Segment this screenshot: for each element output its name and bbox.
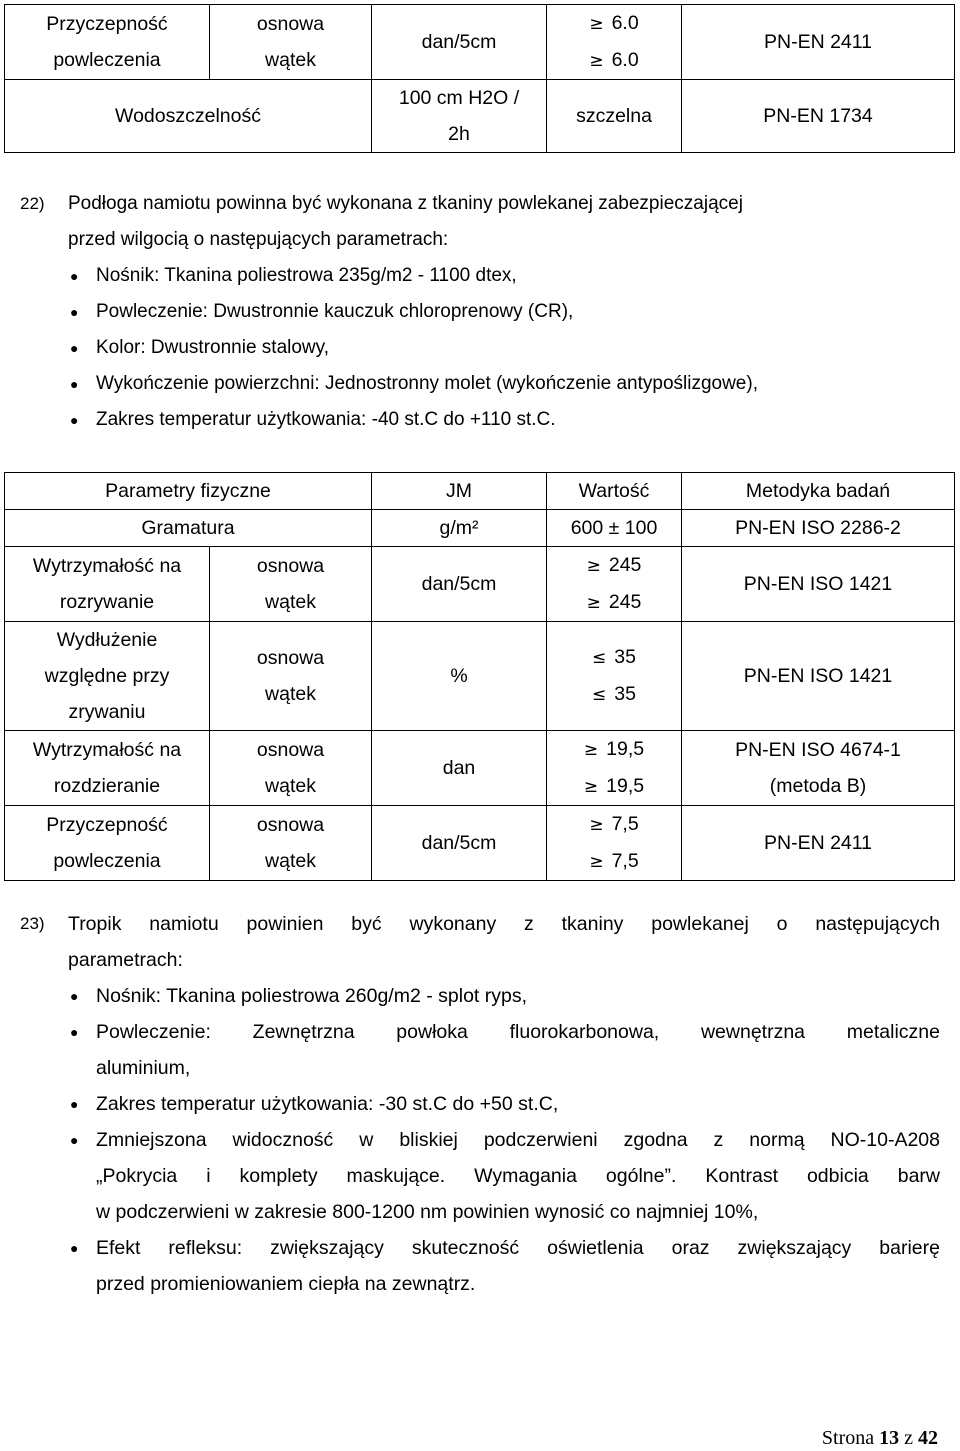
comparison-symbol: ≥ (586, 556, 601, 576)
param-cell-line: Przyczepność (46, 13, 168, 35)
direction-cell-line: wątek (265, 49, 316, 71)
value-line (551, 639, 677, 676)
value-line (551, 806, 677, 843)
list-item-text: Zakres temperatur użytkowania: -40 st.C do +110 st.C. (96, 409, 556, 430)
direction-cell-line: osnowa (256, 13, 325, 35)
list-item (20, 1230, 940, 1302)
list-item-text: Kolor: Dwustronnie stalowy, (96, 337, 330, 358)
comparison-symbol: ≥ (589, 815, 604, 835)
comparison-symbol: ≥ (583, 740, 599, 760)
unit-cell-line: % (450, 665, 468, 687)
comparison-symbol: ≥ (589, 51, 604, 71)
list-item-line: aluminium, (96, 1057, 191, 1079)
method-cell-line: PN-EN ISO 4674-1 (735, 739, 901, 761)
comparison-symbol: ≥ (586, 593, 601, 613)
method-cell-line: PN-EN ISO 1421 (743, 665, 893, 687)
list-item-line: „Pokrycia i komplety maskujące. Wymagania ogólne”. Kontrast odbicia barw (96, 1165, 940, 1187)
param-cell-line: Przyczepność (46, 814, 168, 836)
param-cell (5, 806, 210, 881)
section-22 (20, 186, 940, 438)
page-of: z (904, 1427, 913, 1449)
section-number: 22) (20, 194, 45, 213)
value-text: 19,5 (606, 775, 645, 797)
bullet-icon: ● (70, 1132, 79, 1148)
direction-cell-line: osnowa (256, 647, 325, 669)
list-item (20, 978, 940, 1014)
value-cell (547, 731, 682, 806)
method-cell (682, 547, 955, 622)
comparison-symbol: ≥ (589, 14, 604, 34)
param-cell-line: powleczenia (53, 850, 161, 872)
section-23 (20, 906, 940, 1302)
bullet-icon: ● (70, 1024, 79, 1040)
direction-cell (210, 806, 372, 881)
method-cell-line: PN-EN 2411 (763, 31, 873, 53)
page-total: 42 (918, 1427, 938, 1449)
value-line (551, 547, 677, 584)
unit-cell-line: dan/5cm (421, 832, 497, 854)
list-item-line: Nośnik: Tkanina poliestrowa 260g/m2 - splot ryps, (96, 985, 528, 1007)
header-cell: Parametry fizyczne (5, 473, 372, 510)
bullet-icon: ● (70, 340, 79, 356)
bullet-icon: ● (70, 412, 79, 428)
method-cell-line: (metoda B) (769, 775, 867, 797)
list-item-text: Nośnik: Tkanina poliestrowa 235g/m2 - 1100 dtex, (96, 265, 517, 286)
param-cell-line: Wydłużenie (56, 629, 158, 651)
list-item (20, 330, 940, 366)
direction-cell-line: osnowa (256, 814, 325, 836)
unit-cell (372, 5, 547, 80)
unit-cell-line: dan/5cm (421, 31, 497, 53)
value-text: 6.0 (611, 12, 639, 34)
section-intro: Podłoga namiotu powinna być wykonana z tkaniny powlekanej zabezpieczającej (68, 193, 743, 214)
table-row (5, 5, 955, 80)
comparison-symbol: ≤ (592, 648, 607, 668)
unit-cell (372, 622, 547, 731)
direction-cell-line: wątek (265, 591, 316, 613)
param-cell-line: Wytrzymałość na (32, 555, 182, 577)
value-text: 7,5 (611, 813, 639, 835)
method-cell-line: PN-EN 2411 (763, 832, 873, 854)
table-row (5, 806, 955, 881)
list-item (20, 1122, 940, 1230)
value-text: 245 (608, 591, 642, 613)
method-cell-line: PN-EN ISO 1421 (743, 573, 893, 595)
param-cell (5, 731, 210, 806)
direction-cell-line: osnowa (256, 555, 325, 577)
value-text: 7,5 (611, 850, 639, 872)
value-line (551, 768, 677, 805)
comparison-symbol: ≥ (589, 852, 604, 872)
table-row (5, 731, 955, 806)
bullet-icon: ● (70, 376, 79, 392)
table-row (5, 510, 955, 547)
param-cell (5, 622, 210, 731)
unit-cell-line: dan/5cm (421, 573, 497, 595)
value-line (551, 98, 677, 134)
value-line (551, 676, 677, 713)
table-row (5, 547, 955, 622)
bullet-list (20, 258, 940, 438)
value-text: szczelna (576, 105, 652, 127)
unit-cell (372, 731, 547, 806)
bullet-icon: ● (70, 988, 79, 1004)
method-cell (682, 80, 955, 153)
direction-cell-line: osnowa (256, 739, 325, 761)
direction-cell-line: wątek (265, 683, 316, 705)
header-cell: Wartość (547, 473, 682, 510)
unit-cell (372, 80, 547, 153)
value-line (551, 843, 677, 880)
value-line (551, 584, 677, 621)
list-item (20, 258, 940, 294)
value-line (551, 5, 677, 42)
value-cell: 600 ± 100 (547, 510, 682, 547)
list-item-line: Zakres temperatur użytkowania: -30 st.C do +50 st.C, (96, 1093, 559, 1115)
method-cell: PN-EN ISO 2286-2 (682, 510, 955, 547)
direction-cell (210, 731, 372, 806)
page-label: Strona (821, 1427, 875, 1449)
method-cell (682, 806, 955, 881)
value-cell (547, 5, 682, 80)
bullet-icon: ● (70, 268, 79, 284)
bullet-icon: ● (70, 1240, 79, 1256)
list-item (20, 294, 940, 330)
direction-cell-line: wątek (265, 850, 316, 872)
page-footer (822, 1425, 938, 1451)
direction-cell (210, 5, 372, 80)
section-number: 23) (20, 914, 45, 933)
unit-cell-line: 100 cm H2O / (398, 87, 520, 109)
list-item (20, 1086, 940, 1122)
unit-cell-line: dan (442, 757, 476, 779)
header-cell: Metodyka badań (682, 473, 955, 510)
section-intro: przed wilgocią o następujących parametrach: (68, 229, 449, 250)
param-cell-line: zrywaniu (68, 701, 146, 723)
list-item-line: Zmniejszona widoczność w bliskiej podczerwieni zgodna z normą NO-10-A208 (96, 1129, 940, 1151)
bullet-list (20, 978, 940, 1302)
value-cell (547, 622, 682, 731)
method-cell (682, 5, 955, 80)
param-cell-line: względne przy (44, 665, 170, 687)
table-header-row (5, 473, 955, 510)
list-item (20, 366, 940, 402)
value-text: 35 (614, 683, 636, 705)
unit-cell (372, 806, 547, 881)
param-cell-line: rozdzieranie (53, 775, 161, 797)
param-cell: Gramatura (5, 510, 372, 547)
value-line (551, 42, 677, 79)
list-item-line: Efekt refleksu: zwiększający skuteczność oświetlenia oraz zwiększający barierę (96, 1237, 940, 1259)
value-cell (547, 806, 682, 881)
direction-cell (210, 547, 372, 622)
unit-cell: g/m² (372, 510, 547, 547)
list-item (20, 1014, 940, 1086)
value-line (551, 731, 677, 768)
value-text: 19,5 (606, 738, 645, 760)
top-parameters-table (4, 4, 955, 153)
direction-cell-line: wątek (265, 775, 316, 797)
value-cell (547, 80, 682, 153)
param-cell-line: rozrywanie (59, 591, 155, 613)
param-cell (5, 80, 372, 153)
comparison-symbol: ≤ (592, 685, 607, 705)
list-item-line: Powleczenie: Zewnętrzna powłoka fluorokarbonowa, wewnętrzna metaliczne (96, 1021, 940, 1043)
param-cell (5, 547, 210, 622)
param-cell (5, 5, 210, 80)
section-intro: parametrach: (68, 949, 183, 971)
param-cell-line: Wodoszczelność (115, 105, 261, 127)
table-row (5, 622, 955, 731)
list-item (20, 402, 940, 438)
list-item-line: przed promieniowaniem ciepła na zewnątrz. (96, 1273, 476, 1295)
list-item-text: Wykończenie powierzchni: Jednostronny molet (wykończenie antypoślizgowe), (96, 373, 758, 394)
param-cell-line: powleczenia (53, 49, 161, 71)
header-cell: JM (372, 473, 547, 510)
table-row (5, 80, 955, 153)
page-number: 13 (879, 1427, 900, 1449)
section-intro: Tropik namiotu powinien być wykonany z tkaniny powlekanej o następujących (68, 913, 940, 935)
value-cell (547, 547, 682, 622)
unit-cell-line: 2h (448, 123, 470, 145)
comparison-symbol: ≥ (583, 777, 599, 797)
bullet-icon: ● (70, 304, 79, 320)
param-cell-line: Wytrzymałość na (32, 739, 182, 761)
method-cell-line: PN-EN 1734 (763, 105, 873, 127)
bullet-icon: ● (70, 1096, 79, 1112)
unit-cell (372, 547, 547, 622)
method-cell (682, 731, 955, 806)
floor-parameters-table (4, 472, 955, 881)
list-item-text: Powleczenie: Dwustronnie kauczuk chloroprenowy (CR), (96, 301, 574, 322)
value-text: 35 (614, 646, 636, 668)
list-item-line: w podczerwieni w zakresie 800-1200 nm powinien wynosić co najmniej 10%, (96, 1201, 759, 1223)
method-cell (682, 622, 955, 731)
value-text: 245 (608, 554, 642, 576)
direction-cell (210, 622, 372, 731)
value-text: 6.0 (611, 49, 639, 71)
